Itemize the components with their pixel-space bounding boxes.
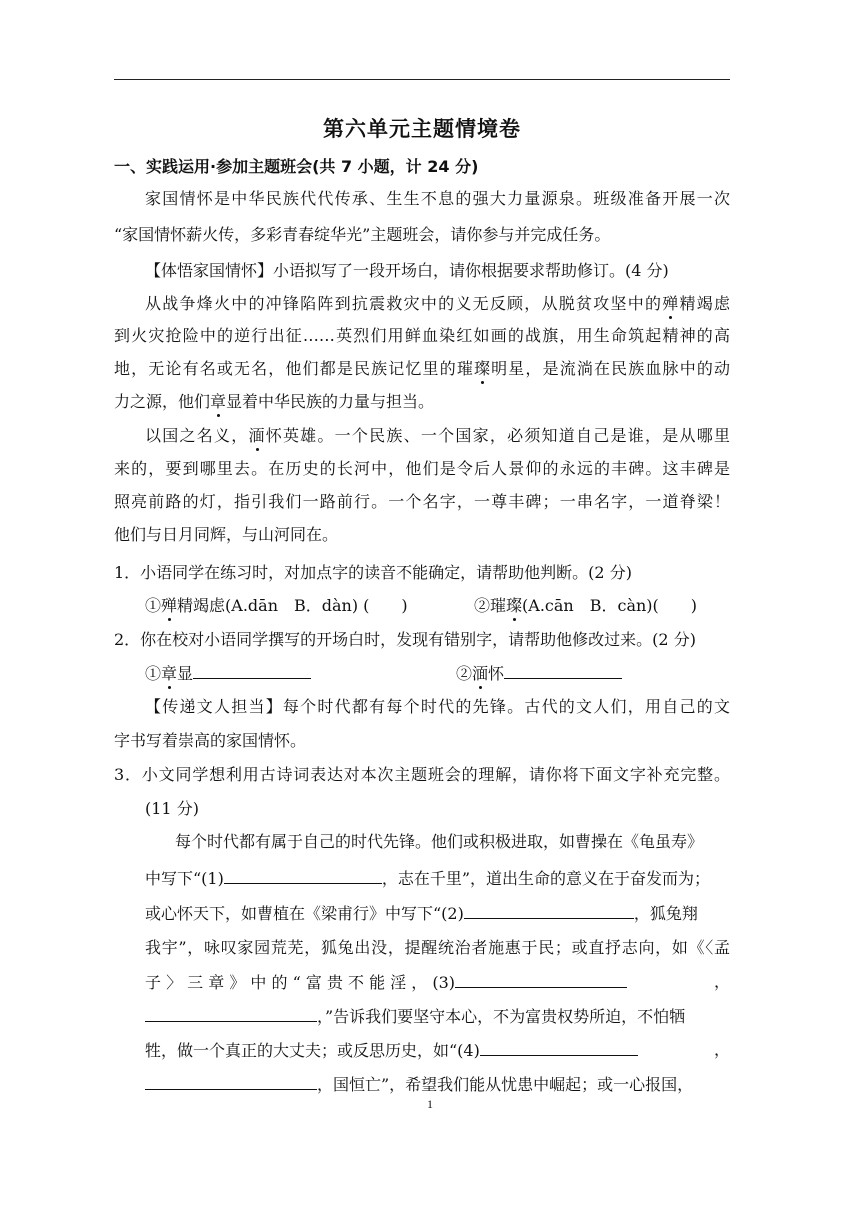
passage1-line-3: 地，无论有名或无名，他们都是民族记忆里的璀璨明星，是流淌在民族血脉中的动 <box>114 359 730 378</box>
q3-passage-line-4: 我宇”，咏叹家园荒芜，狐兔出没，提醒统治者施惠于民；或直抒志向，如《〈孟 <box>145 938 730 957</box>
dotted-char: 湎 <box>248 426 266 445</box>
page-number: 1 <box>427 1097 433 1111</box>
passage1-line-4: 力之源，他们章显着中华民族的力量与担当。 <box>114 392 435 411</box>
question-2-item-1: ①章显 <box>145 663 311 684</box>
q3-passage-line-6: ，”告诉我们要坚守本心，不为富贵权势所迫，不怕牺 <box>145 1006 685 1027</box>
answer-blank-3[interactable] <box>455 972 627 988</box>
task1-instruction: 【体悟家国情怀】小语拟写了一段开场白，请你根据要求帮助修订。(4 分) <box>145 261 669 280</box>
passage2-line-1: 以国之名义，湎怀英雄。一个民族、一个国家，必须知道自己是谁，是从哪里 <box>145 426 730 445</box>
answer-blank-4[interactable] <box>480 1040 638 1056</box>
passage1-line-1: 从战争烽火中的冲锋陷阵到抗震救灾中的义无反顾，从脱贫攻坚中的殚精竭虑 <box>145 294 730 313</box>
question-1-option-2: ②璀璨(A.cān B．càn)( ) <box>474 596 698 615</box>
answer-blank-3b[interactable] <box>145 1006 317 1022</box>
task2-line-1: 【传递文人担当】每个时代都有每个时代的先锋。古代的文人们，用自己的文 <box>145 697 730 716</box>
answer-blank[interactable] <box>193 663 311 679</box>
passage2-line-2: 来的，要到哪里去。在历史的长河中，他们是令后人景仰的永远的丰碑。这丰碑是 <box>114 459 730 478</box>
q3-passage-line-3: 或心怀天下，如曹植在《梁甫行》中写下“(2) ，狐兔翔 <box>145 904 698 923</box>
question-1-option-1: ①殚精竭虑(A.dān B．dàn) ( ) <box>145 596 408 615</box>
header-rule <box>114 79 730 80</box>
dotted-char: 章 <box>161 664 178 683</box>
q3-passage-line-5: 子 〉 三 章 》 中 的 “ 富 贵 不 能 淫 ， (3) ， <box>145 972 730 992</box>
intro-line-2: “家国情怀薪火传，多彩青春绽华光”主题班会，请你参与并完成任务。 <box>114 225 611 244</box>
dotted-char: 章 <box>210 392 227 411</box>
dotted-char: 璨 <box>506 596 523 615</box>
dotted-char: 璨 <box>473 359 492 378</box>
dotted-char: 湎 <box>472 664 489 683</box>
question-2-stem: 2．你在校对小语同学撰写的开场白时，发现有错别字，请帮助他修改过来。(2 分) <box>114 630 696 649</box>
q3-passage-line-7: 牲，做一个真正的大丈夫；或反思历史，如“(4) ， <box>145 1040 730 1060</box>
answer-blank-2[interactable] <box>464 903 634 919</box>
question-1-stem: 1．小语同学在练习时，对加点字的读音不能确定，请帮助他判断。(2 分) <box>114 563 632 582</box>
passage2-line-3: 照亮前路的灯，指引我们一路前行。一个名字，一尊丰碑；一串名字，一道脊梁！ <box>114 492 730 511</box>
q3-passage-line-1: 每个时代都有属于自己的时代先锋。他们或积极进取，如曹操在《龟虽寿》 <box>175 832 704 851</box>
dotted-char: 殚 <box>161 596 178 615</box>
question-3-score: (11 分) <box>145 799 199 818</box>
passage1-line-2: 到火灾抢险中的逆行出征……英烈们用鲜血染红如画的战旗，用生命筑起精神的高 <box>114 326 730 345</box>
q3-passage-line-2: 中写下“(1) ，志在千里”，道出生命的意义在于奋发而为； <box>145 869 711 888</box>
passage2-line-4: 他们与日月同辉，与山河同在。 <box>114 525 339 544</box>
q3-passage-line-8: ，国恒亡”，希望我们能从忧患中崛起；或一心报国， <box>145 1074 693 1095</box>
answer-blank-1[interactable] <box>224 868 382 884</box>
section-heading: 一、实践运用·参加主题班会(共 7 小题，计 24 分) <box>114 157 479 176</box>
answer-blank[interactable] <box>504 663 622 679</box>
task2-line-2: 字书写着崇高的家国情怀。 <box>114 731 307 750</box>
intro-line-1: 家国情怀是中华民族代代传承、生生不息的强大力量源泉。班级准备开展一次 <box>145 189 730 208</box>
answer-blank-4b[interactable] <box>145 1074 317 1090</box>
question-2-item-2: ②湎怀 <box>456 663 622 684</box>
question-3-stem: 3．小文同学想利用古诗词表达对本次主题班会的理解，请你将下面文字补充完整。 <box>114 765 730 784</box>
page-title: 第六单元主题情境卷 <box>323 117 521 141</box>
dotted-char: 殚 <box>662 294 680 313</box>
